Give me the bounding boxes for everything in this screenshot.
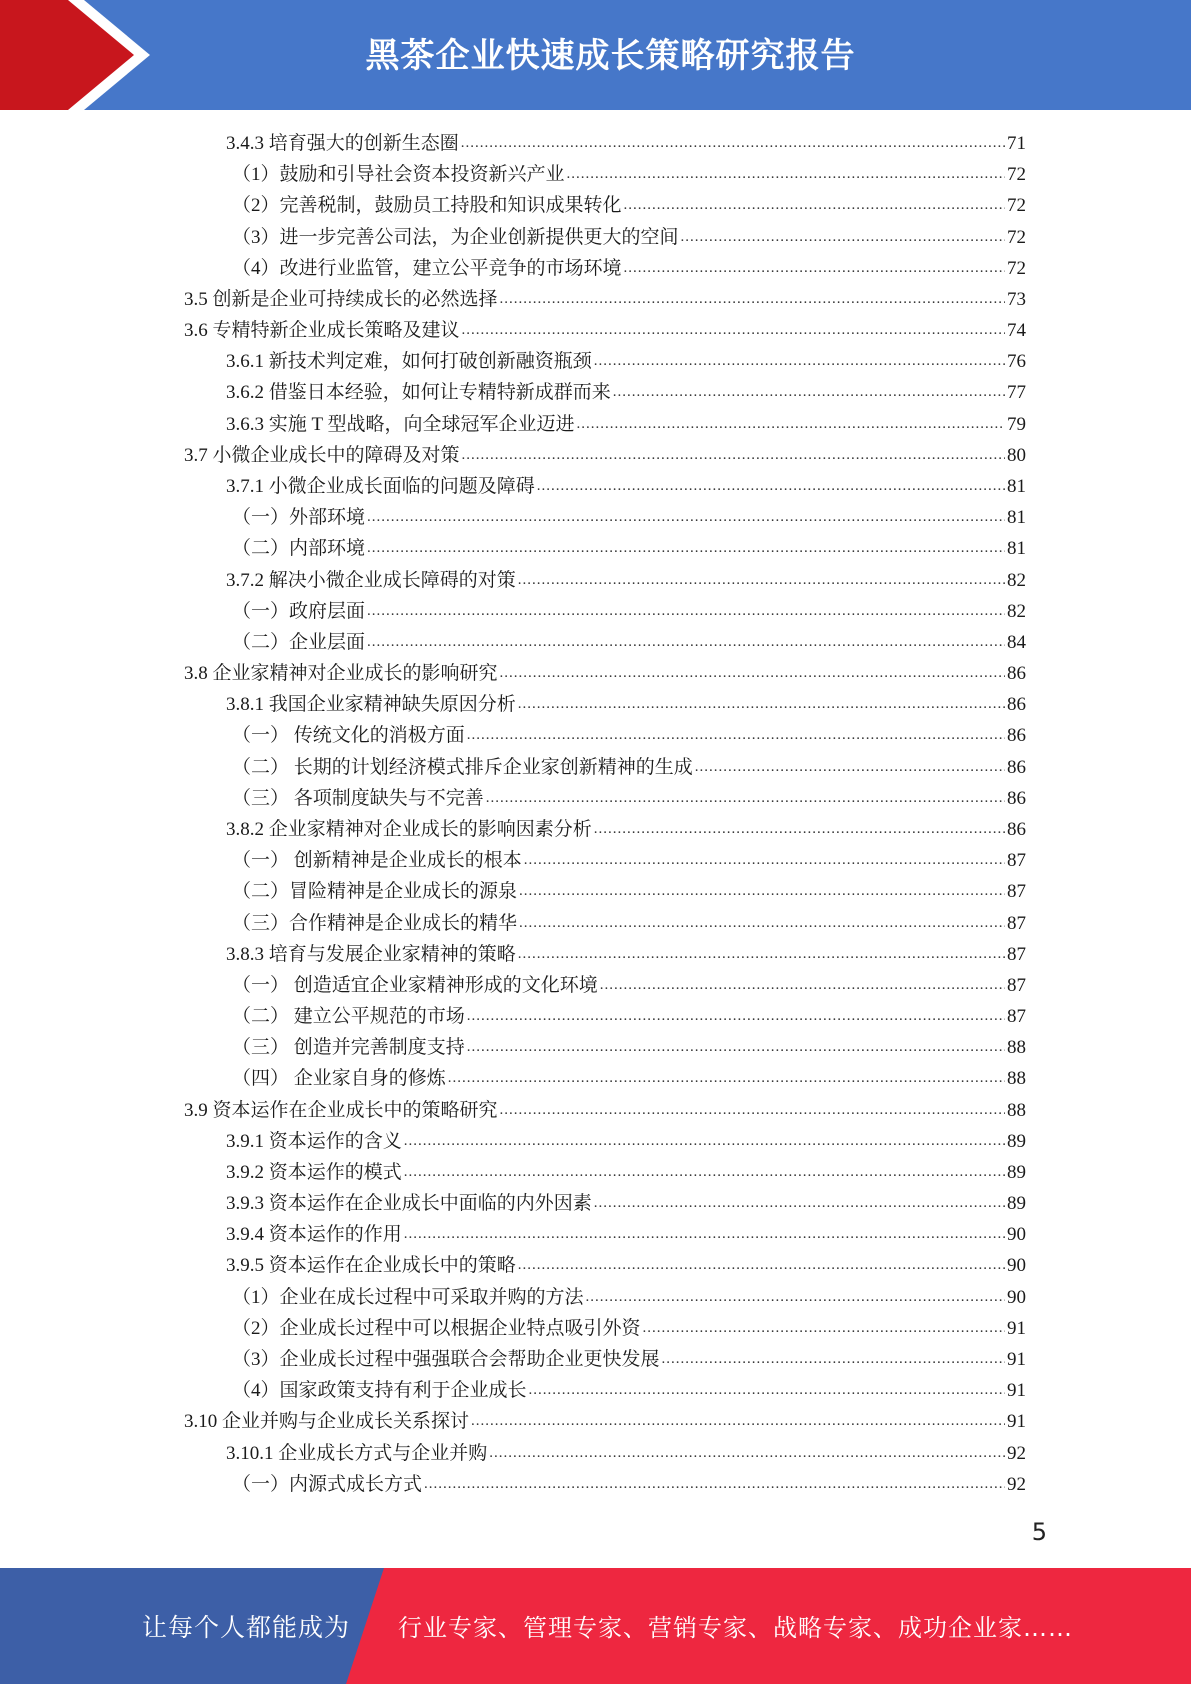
page-number: 5 [1031,1518,1047,1546]
toc-entry-label: （三）合作精神是企业成长的精华 [232,912,518,934]
toc-entry-label: （3）进一步完善公司法，为企业创新提供更大的空间 [232,226,679,248]
toc-entry[interactable] [184,315,1026,346]
toc-entry[interactable] [232,159,1026,190]
toc-leader-dots [518,565,1005,596]
toc-leader-dots [367,533,1005,564]
toc-entry-page: 89 [1007,1130,1026,1152]
toc-leader-dots [500,1095,1005,1126]
toc-entry[interactable] [232,190,1026,221]
toc-entry[interactable] [232,1469,1026,1500]
toc-entry-page: 90 [1007,1286,1026,1308]
toc-entry-page: 87 [1007,974,1026,996]
toc-entry[interactable] [232,876,1026,907]
toc-leader-dots [537,471,1005,502]
toc-entry-label: 3.9.2 资本运作的模式 [226,1161,402,1183]
toc-entry[interactable] [232,627,1026,658]
toc-entry-page: 91 [1007,1380,1026,1402]
toc-leader-dots [624,190,1005,221]
toc-entry[interactable] [232,1063,1026,1094]
toc-entry-page: 72 [1007,226,1026,248]
toc-entry-page: 87 [1007,850,1026,872]
toc-entry-label: 3.8.1 我国企业家精神缺失原因分析 [226,694,516,716]
toc-entry[interactable] [232,222,1026,253]
toc-entry-page: 86 [1007,663,1026,685]
toc-entry[interactable] [232,1375,1026,1406]
toc-entry[interactable] [226,939,1026,970]
toc-entry[interactable] [232,1313,1026,1344]
toc-entry[interactable] [226,1126,1026,1157]
toc-entry[interactable] [232,970,1026,1001]
toc-entry-page: 91 [1007,1317,1026,1339]
toc-leader-dots [486,783,1005,814]
toc-entry-page: 72 [1007,257,1026,279]
toc-leader-dots [594,1188,1005,1219]
toc-entry-page: 88 [1007,1099,1026,1121]
toc-entry[interactable] [232,908,1026,939]
toc-entry-label: 3.6 专精特新企业成长策略及建议 [184,320,460,342]
toc-entry-page: 88 [1007,1068,1026,1090]
toc-entry[interactable] [232,1032,1026,1063]
toc-entry-page: 81 [1007,538,1026,560]
toc-leader-dots [462,440,1005,471]
toc-entry-page: 88 [1007,1037,1026,1059]
toc-entry-page: 86 [1007,756,1026,778]
toc-leader-dots [367,502,1005,533]
toc-leader-dots [471,1406,1005,1437]
toc-entry-label: （三） 创造并完善制度支持 [232,1037,465,1059]
toc-leader-dots [681,222,1005,253]
document-title: 黑茶企业快速成长策略研究报告 [365,36,856,76]
toc-leader-dots [404,1219,1005,1250]
toc-entry-label: 3.9.5 资本运作在企业成长中的策略 [226,1255,516,1277]
toc-entry-label: 3.9.4 资本运作的作用 [226,1224,402,1246]
toc-leader-dots [695,752,1005,783]
toc-entry[interactable] [232,752,1026,783]
toc-entry[interactable] [226,1219,1026,1250]
toc-entry-label: （二）企业层面 [232,631,366,653]
toc-leader-dots [500,658,1005,689]
toc-leader-dots [467,1001,1005,1032]
toc-leader-dots [586,1282,1005,1313]
toc-entry-page: 86 [1007,787,1026,809]
toc-entry-page: 91 [1007,1349,1026,1371]
toc-entry[interactable] [226,565,1026,596]
toc-entry-label: 3.7.1 小微企业成长面临的问题及障碍 [226,475,535,497]
toc-leader-dots [467,720,1005,751]
toc-entry[interactable] [232,253,1026,284]
toc-entry-page: 86 [1007,725,1026,747]
toc-leader-dots [594,346,1005,377]
toc-entry-page: 87 [1007,881,1026,903]
toc-entry[interactable] [232,845,1026,876]
toc-entry-page: 73 [1007,288,1026,310]
toc-leader-dots [613,377,1005,408]
toc-entry-page: 89 [1007,1161,1026,1183]
toc-entry[interactable] [184,1095,1026,1126]
toc-leader-dots [567,159,1005,190]
toc-entry-label: （二） 建立公平规范的市场 [232,1006,465,1028]
footer-roles: 行业专家、管理专家、营销专家、战略专家、成功企业家…… [398,1614,1073,1642]
toc-entry[interactable] [226,1438,1026,1469]
toc-entry[interactable] [232,783,1026,814]
toc-entry-label: 3.9.1 资本运作的含义 [226,1130,402,1152]
toc-leader-dots [489,1438,1005,1469]
toc-entry[interactable] [232,502,1026,533]
toc-entry[interactable] [184,658,1026,689]
toc-entry[interactable] [226,689,1026,720]
toc-entry-page: 74 [1007,320,1026,342]
toc-entry-label: 3.8.2 企业家精神对企业成长的影响因素分析 [226,818,592,840]
toc-leader-dots [600,970,1005,1001]
toc-entry-page: 92 [1007,1442,1026,1464]
toc-leader-dots [519,876,1005,907]
toc-entry-page: 87 [1007,912,1026,934]
toc-leader-dots [367,627,1005,658]
toc-entry-label: （四） 企业家自身的修炼 [232,1068,446,1090]
toc-leader-dots [518,939,1005,970]
toc-entry[interactable] [232,596,1026,627]
toc-entry[interactable] [226,128,1026,159]
toc-entry[interactable] [232,720,1026,751]
toc-leader-dots [594,814,1005,845]
toc-entry[interactable] [226,1157,1026,1188]
toc-entry-label: 3.4.3 培育强大的创新生态圈 [226,133,459,154]
toc-entry-page: 77 [1007,382,1026,404]
toc-entry[interactable] [226,1250,1026,1281]
toc-entry[interactable] [184,440,1026,471]
toc-entry-label: （4）改进行业监管，建立公平竞争的市场环境 [232,257,622,279]
toc-entry-label: （2）企业成长过程中可以根据企业特点吸引外资 [232,1317,641,1339]
toc-entry-page: 87 [1007,1006,1026,1028]
toc-entry-label: （一） 创造适宜企业家精神形成的文化环境 [232,974,598,996]
toc-entry-page: 90 [1007,1255,1026,1277]
toc-leader-dots [461,128,1005,159]
toc-leader-dots [529,1375,1005,1406]
toc-entry-label: （一）内源式成长方式 [232,1473,423,1495]
toc-entry-label: （一）政府层面 [232,600,366,622]
toc-entry[interactable] [232,1344,1026,1375]
toc-entry-label: （4）国家政策支持有利于企业成长 [232,1380,527,1402]
toc-entry-page: 81 [1007,475,1026,497]
toc-leader-dots [462,315,1005,346]
toc-entry-page: 82 [1007,600,1026,622]
toc-entry-page: 80 [1007,444,1026,466]
toc-entry[interactable] [226,1188,1026,1219]
toc-entry-page: 76 [1007,351,1026,373]
toc-entry[interactable] [226,409,1026,440]
toc-entry-page: 89 [1007,1193,1026,1215]
toc-entry[interactable] [232,533,1026,564]
toc-entry-page: 86 [1007,694,1026,716]
toc-entry-label: 3.9 资本运作在企业成长中的策略研究 [184,1099,498,1121]
toc-entry[interactable] [226,814,1026,845]
toc-entry[interactable] [226,346,1026,377]
toc-entry[interactable] [226,471,1026,502]
toc-entry-label: 3.8 企业家精神对企业成长的影响研究 [184,663,498,685]
toc-entry-label: 3.6.3 实施 T 型战略，向全球冠军企业迈进 [226,413,575,435]
toc-entry-label: 3.10 企业并购与企业成长关系探讨 [184,1411,470,1433]
footer-slogan: 让每个人都能成为 [142,1613,351,1642]
toc-entry-page: 91 [1007,1411,1026,1433]
toc-entry-page: 72 [1007,195,1026,217]
toc-entry-label: 3.7 小微企业成长中的障碍及对策 [184,444,460,466]
page-footer [0,1568,1191,1684]
toc-entry-label: 3.7.2 解决小微企业成长障碍的对策 [226,569,516,591]
toc-entry-label: （2）完善税制，鼓励员工持股和知识成果转化 [232,195,622,217]
toc-leader-dots [518,1250,1005,1281]
toc-leader-dots [448,1063,1005,1094]
toc-leader-dots [518,689,1005,720]
toc-entry-label: （3）企业成长过程中强强联合会帮助企业更快发展 [232,1349,660,1371]
toc-entry-label: 3.5 创新是企业可持续成长的必然选择 [184,288,498,310]
toc-entry[interactable] [226,377,1026,408]
toc-entry-page: 87 [1007,943,1026,965]
toc-entry-page: 82 [1007,569,1026,591]
toc-leader-dots [643,1313,1005,1344]
toc-leader-dots [367,596,1005,627]
toc-leader-dots [404,1157,1005,1188]
toc-entry-label: 3.6.2 借鉴日本经验，如何让专精特新成群而来 [226,382,611,404]
toc-leader-dots [524,845,1005,876]
toc-entry-page: 90 [1007,1224,1026,1246]
toc-entry-page: 81 [1007,507,1026,529]
toc-leader-dots [467,1032,1005,1063]
toc-entry-label: （一） 传统文化的消极方面 [232,725,465,747]
toc-leader-dots [519,908,1005,939]
toc-leader-dots [662,1344,1005,1375]
toc-leader-dots [404,1126,1005,1157]
toc-entry[interactable] [232,1282,1026,1313]
toc-entry-label: （一）外部环境 [232,507,366,529]
toc-entry[interactable] [184,284,1026,315]
toc-entry[interactable] [184,1406,1026,1437]
toc-entry-label: 3.10.1 企业成长方式与企业并购 [226,1442,488,1464]
toc-entry-label: （二）冒险精神是企业成长的源泉 [232,881,518,903]
toc-leader-dots [624,253,1005,284]
toc-entry-label: （二） 长期的计划经济模式排斥企业家创新精神的生成 [232,756,693,778]
toc-entry-page: 79 [1007,413,1026,435]
toc-entry-label: （三） 各项制度缺失与不完善 [232,787,484,809]
toc-entry-page: 84 [1007,631,1026,653]
toc-entry-label: （一） 创新精神是企业成长的根本 [232,850,522,872]
page-header [0,0,1191,110]
toc-leader-dots [424,1469,1005,1500]
toc-entry-label: 3.6.1 新技术判定难，如何打破创新融资瓶颈 [226,351,592,373]
toc-entry-label: 3.8.3 培育与发展企业家精神的策略 [226,943,516,965]
toc-entry-label: 3.9.3 资本运作在企业成长中面临的内外因素 [226,1193,592,1215]
toc-leader-dots [577,409,1005,440]
toc-entry-page: 72 [1007,164,1026,186]
toc-leader-dots [500,284,1005,315]
toc-entry-page: 92 [1007,1473,1026,1495]
toc-entry-page: 86 [1007,818,1026,840]
toc-entry-label: （1）鼓励和引导社会资本投资新兴产业 [232,164,565,186]
toc-entry-label: （1）企业在成长过程中可采取并购的方法 [232,1286,584,1308]
toc-entry-page: 71 [1007,133,1026,154]
toc-entry[interactable] [232,1001,1026,1032]
toc-entry-label: （二）内部环境 [232,538,366,560]
